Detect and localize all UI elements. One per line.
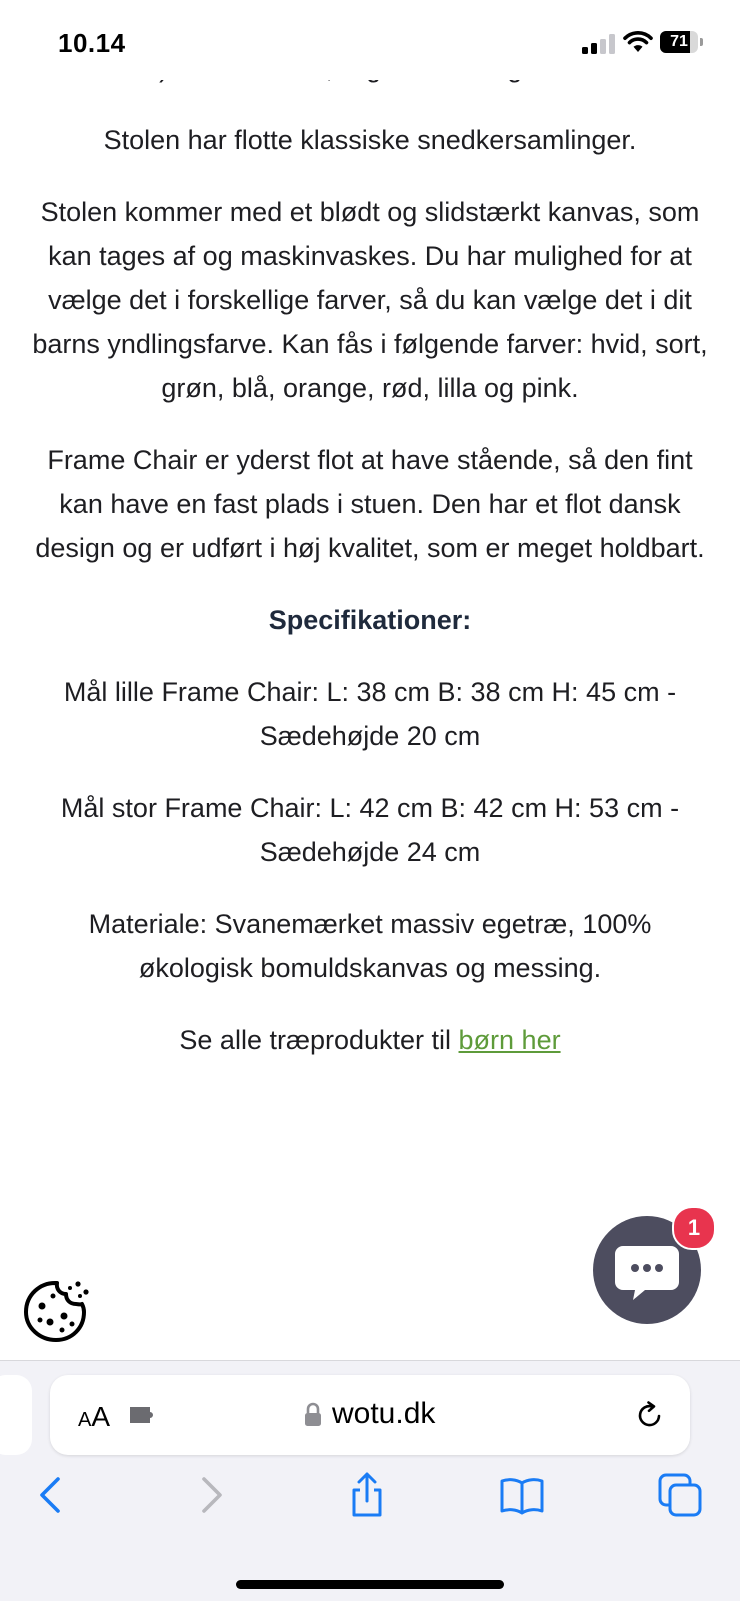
cellular-signal-icon	[582, 34, 618, 54]
spec-heading: Specifikationer:	[268, 605, 472, 635]
extension-icon[interactable]	[128, 1403, 158, 1427]
url-text: wotu.dk	[332, 1397, 436, 1430]
bookmarks-icon[interactable]	[498, 1471, 546, 1519]
reload-icon[interactable]	[634, 1399, 666, 1431]
browser-toolbar	[0, 1360, 740, 1601]
battery-icon	[660, 31, 704, 53]
see-all-text: Se alle træprodukter til	[179, 1025, 459, 1055]
paragraph-design: Frame Chair er yderst flot at have stående, så den fint kan have en fast plads i stuen. Den har et flot dansk design og er udført i høj kvalitet, som er meget holdbart.	[35, 445, 705, 563]
home-indicator	[236, 1580, 504, 1589]
children-products-link[interactable]: børn her	[458, 1025, 561, 1055]
share-icon[interactable]	[343, 1471, 391, 1519]
status-bar	[0, 0, 740, 80]
text-size-button[interactable]: AA	[78, 1401, 111, 1432]
cookie-icon[interactable]	[20, 1274, 92, 1346]
chat-unread-badge: 1	[672, 1206, 716, 1250]
forward-icon[interactable]	[186, 1471, 234, 1519]
see-all-line	[30, 1018, 710, 1062]
wifi-icon	[623, 31, 653, 53]
status-time: 10.14	[58, 28, 126, 58]
spec-large-chair: Mål stor Frame Chair: L: 42 cm B: 42 cm H: 53 cm - Sædehøjde 24 cm	[60, 793, 680, 867]
back-icon[interactable]	[28, 1471, 76, 1519]
paragraph-canvas: Stolen kommer med et blødt og slidstærkt kanvas, som kan tages af og maskinvaskes. Du har mulighed for at vælge det i forskellige farver, så du kan vælge det i dit barns yndlingsfarve. Kan fås i følgende farver: hvid, sort, grøn, blå, orange, rød, lilla og pink.	[32, 197, 708, 403]
spec-material: Materiale: Svanemærket massiv egetræ, 100% økologisk bomuldskanvas og messing.	[88, 909, 652, 983]
tabs-icon[interactable]	[656, 1471, 704, 1519]
paragraph-joints: Stolen har flotte klassiske snedkersamlinger.	[103, 125, 637, 155]
spec-small-chair: Mål lille Frame Chair: L: 38 cm B: 38 cm H: 45 cm - Sædehøjde 20 cm	[63, 677, 677, 751]
battery-level: 71	[670, 33, 688, 50]
previous-tab-preview[interactable]	[0, 1375, 32, 1455]
address-bar[interactable]	[50, 1375, 690, 1455]
lock-icon	[303, 1402, 323, 1428]
product-description	[30, 60, 710, 1090]
